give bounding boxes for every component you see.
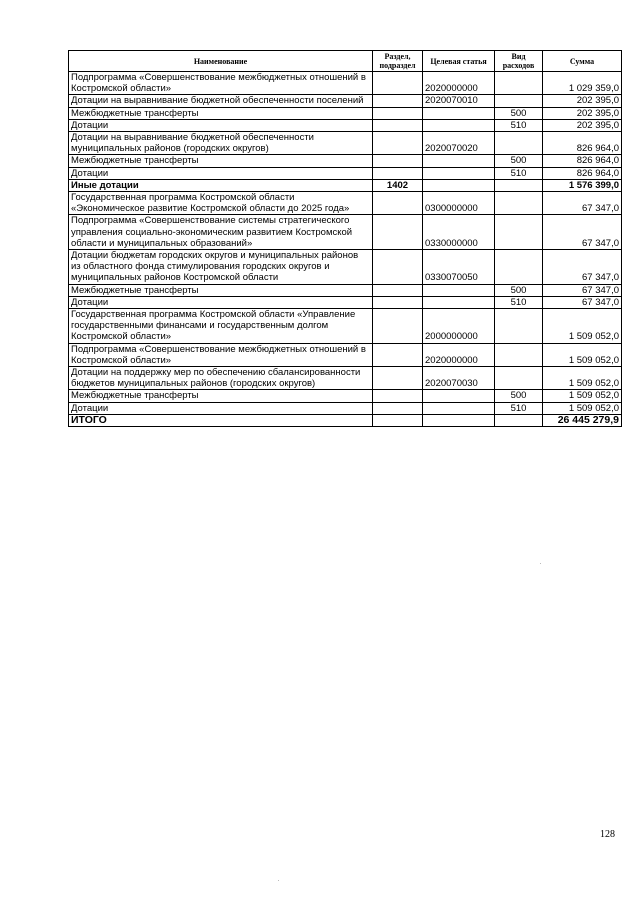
- cell-section: [373, 155, 423, 167]
- cell-name: Государственная программа Костромской области «Экономическое развитие Костромской области до 2025 года»: [69, 192, 373, 215]
- table-row: [69, 296, 622, 308]
- cell-section: [373, 107, 423, 119]
- cell-expense-type: [495, 192, 543, 215]
- cell-sum: 67 347,0: [543, 192, 622, 215]
- cell-expense-type: [495, 414, 543, 426]
- cell-sum: 67 347,0: [543, 296, 622, 308]
- cell-section: [373, 284, 423, 296]
- cell-sum: 202 395,0: [543, 107, 622, 119]
- cell-section: [373, 296, 423, 308]
- cell-name: Подпрограмма «Совершенствование межбюджетных отношений в Костромской области»: [69, 343, 373, 366]
- table-row: [69, 179, 622, 191]
- table-header-row: [69, 51, 622, 72]
- cell-name: Межбюджетные трансферты: [69, 107, 373, 119]
- cell-sum: 1 509 052,0: [543, 309, 622, 344]
- cell-name: Дотации на поддержку мер по обеспечению сбалансированности бюджетов муниципальных районов (городских округов): [69, 367, 373, 390]
- cell-sum: 67 347,0: [543, 284, 622, 296]
- cell-target-article: [423, 296, 495, 308]
- table-row: [69, 250, 622, 285]
- cell-section: [373, 343, 423, 366]
- scan-speck: [540, 563, 541, 564]
- cell-expense-type: [495, 367, 543, 390]
- cell-expense-type: [495, 309, 543, 344]
- cell-target-article: [423, 402, 495, 414]
- cell-expense-type: [495, 343, 543, 366]
- cell-section: [373, 390, 423, 402]
- cell-target-article: 2000000000: [423, 309, 495, 344]
- cell-sum: 826 964,0: [543, 167, 622, 179]
- cell-name: Дотации: [69, 296, 373, 308]
- cell-name: Государственная программа Костромской области «Управление государственными финансами и государственным долгом Костромской области»: [69, 309, 373, 344]
- cell-expense-type: [495, 179, 543, 191]
- table-row: [69, 367, 622, 390]
- cell-name: Иные дотации: [69, 179, 373, 191]
- cell-sum: 1 509 052,0: [543, 390, 622, 402]
- header-sum: Сумма: [543, 51, 622, 72]
- cell-target-article: [423, 155, 495, 167]
- cell-expense-type: [495, 215, 543, 250]
- budget-table: [68, 50, 622, 427]
- cell-name: Межбюджетные трансферты: [69, 284, 373, 296]
- cell-target-article: [423, 167, 495, 179]
- cell-section: [373, 132, 423, 155]
- table-row: [69, 192, 622, 215]
- table-row: [69, 132, 622, 155]
- cell-sum: 1 509 052,0: [543, 367, 622, 390]
- cell-target-article: [423, 179, 495, 191]
- cell-name: Дотации: [69, 119, 373, 131]
- cell-name: Дотации бюджетам городских округов и муниципальных районов из областного фонда стимулирования городских округов и муниципальных районов Костромской области: [69, 250, 373, 285]
- cell-target-article: [423, 284, 495, 296]
- cell-section: [373, 215, 423, 250]
- cell-expense-type: [495, 72, 543, 95]
- cell-target-article: [423, 107, 495, 119]
- table-row: [69, 155, 622, 167]
- header-name: Наименование: [69, 51, 373, 72]
- cell-sum: 826 964,0: [543, 132, 622, 155]
- cell-section: [373, 95, 423, 107]
- cell-expense-type: 500: [495, 390, 543, 402]
- cell-sum: 67 347,0: [543, 215, 622, 250]
- cell-section: [373, 72, 423, 95]
- cell-expense-type: 510: [495, 119, 543, 131]
- cell-sum: 826 964,0: [543, 155, 622, 167]
- table-row: [69, 309, 622, 344]
- cell-name: Дотации на выравнивание бюджетной обеспеченности поселений: [69, 95, 373, 107]
- cell-sum: 202 395,0: [543, 95, 622, 107]
- table-row: [69, 119, 622, 131]
- header-article: Целевая статья: [423, 51, 495, 72]
- cell-expense-type: [495, 132, 543, 155]
- cell-name: Подпрограмма «Совершенствование системы стратегического управления социально-экономическим развитием Костромской области и муниципальных образований»: [69, 215, 373, 250]
- cell-target-article: 2020070030: [423, 367, 495, 390]
- cell-target-article: 0300000000: [423, 192, 495, 215]
- cell-target-article: 2020000000: [423, 343, 495, 366]
- cell-section: [373, 167, 423, 179]
- table-row: [69, 95, 622, 107]
- cell-target-article: 2020070010: [423, 95, 495, 107]
- cell-section: [373, 402, 423, 414]
- cell-expense-type: 510: [495, 296, 543, 308]
- cell-target-article: 0330000000: [423, 215, 495, 250]
- table-row: [69, 343, 622, 366]
- cell-sum: 202 395,0: [543, 119, 622, 131]
- header-section: Раздел, подраздел: [373, 51, 423, 72]
- cell-section: [373, 192, 423, 215]
- cell-name: Межбюджетные трансферты: [69, 390, 373, 402]
- cell-target-article: 2020070020: [423, 132, 495, 155]
- table-row: [69, 215, 622, 250]
- scan-speck: [278, 880, 279, 881]
- cell-expense-type: [495, 95, 543, 107]
- cell-sum: 1 509 052,0: [543, 343, 622, 366]
- cell-sum: 1 509 052,0: [543, 402, 622, 414]
- cell-target-article: [423, 119, 495, 131]
- page-number: 128: [600, 829, 615, 840]
- cell-target-article: [423, 390, 495, 402]
- cell-expense-type: 510: [495, 167, 543, 179]
- table-row: [69, 107, 622, 119]
- cell-name: Дотации: [69, 167, 373, 179]
- cell-target-article: [423, 414, 495, 426]
- cell-section: [373, 119, 423, 131]
- cell-sum: 1 029 359,0: [543, 72, 622, 95]
- cell-expense-type: 500: [495, 284, 543, 296]
- table-row: [69, 402, 622, 414]
- table-row: [69, 390, 622, 402]
- header-expense-type: Вид расходов: [495, 51, 543, 72]
- cell-name: Дотации: [69, 402, 373, 414]
- cell-expense-type: [495, 250, 543, 285]
- cell-section: [373, 367, 423, 390]
- table-total-row: [69, 414, 622, 426]
- cell-name: Подпрограмма «Совершенствование межбюджетных отношений в Костромской области»: [69, 72, 373, 95]
- table-row: [69, 167, 622, 179]
- cell-sum: 26 445 279,9: [543, 414, 622, 426]
- cell-target-article: 2020000000: [423, 72, 495, 95]
- cell-target-article: 0330070050: [423, 250, 495, 285]
- cell-name: Межбюджетные трансферты: [69, 155, 373, 167]
- cell-expense-type: 510: [495, 402, 543, 414]
- cell-sum: 67 347,0: [543, 250, 622, 285]
- cell-sum: 1 576 399,0: [543, 179, 622, 191]
- cell-section: [373, 414, 423, 426]
- cell-name: Дотации на выравнивание бюджетной обеспеченности муниципальных районов (городских округов): [69, 132, 373, 155]
- cell-expense-type: 500: [495, 155, 543, 167]
- cell-section: [373, 250, 423, 285]
- table-row: [69, 72, 622, 95]
- cell-section: [373, 309, 423, 344]
- cell-section: 1402: [373, 179, 423, 191]
- cell-expense-type: 500: [495, 107, 543, 119]
- table-body: [69, 72, 622, 427]
- cell-name: ИТОГО: [69, 414, 373, 426]
- table-row: [69, 284, 622, 296]
